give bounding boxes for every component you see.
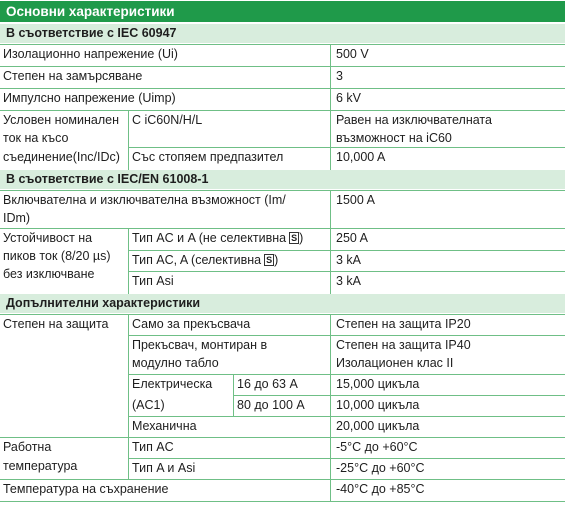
operating-temp-value-2: -25°C до +60°C	[336, 461, 425, 475]
operating-temp-sub-2: Тип A и Asi	[132, 461, 196, 475]
section-header-additional: Допълнителни характеристики	[0, 294, 565, 313]
divider	[0, 314, 565, 315]
storage-temp-label: Температура на съхранение	[3, 482, 169, 496]
divider	[0, 479, 565, 480]
surge-label-1: Устойчивост на	[3, 231, 93, 245]
protection-sub-1: Само за прекъсвача	[132, 317, 251, 331]
column-divider	[330, 314, 331, 501]
endurance-electrical-2: (AC1)	[132, 398, 165, 412]
short-circuit-sub-2: Със стопяем предпазител	[132, 150, 284, 164]
surge-label-2: пиков ток (8/20 µs)	[3, 249, 111, 263]
divider	[0, 66, 565, 67]
surge-value-2: 3 kA	[336, 253, 362, 267]
protection-sub-2a: Прекъсвач, монтиран в	[132, 338, 268, 352]
surge-sub-1	[132, 230, 303, 247]
protection-label: Степен на защита	[3, 317, 109, 331]
insulation-label: Изолационно напрежение (Ui)	[3, 47, 178, 61]
pollution-label: Степен на замърсяване	[3, 69, 143, 83]
impulse-value: 6 kV	[336, 91, 362, 105]
protection-sub-2b: модулно табло	[132, 356, 219, 370]
short-circuit-value-1a: Равен на изключвателната	[336, 113, 492, 127]
short-circuit-value-1b: възможност на iC60	[336, 131, 452, 145]
column-divider	[128, 110, 129, 170]
surge-sub-2	[132, 252, 278, 269]
column-divider	[128, 314, 129, 479]
section-header-iec60947: В съответствие с IEC 60947	[0, 24, 565, 43]
section-header-iec61008: В съответствие с IEC/EN 61008-1	[0, 170, 565, 189]
divider	[128, 147, 565, 148]
selective-symbol: S	[291, 233, 298, 243]
endurance-range-1: 16 до 63 A	[237, 377, 298, 391]
column-divider	[330, 190, 331, 294]
divider	[128, 374, 565, 375]
surge-value-1: 250 A	[336, 231, 368, 245]
making-breaking-label-2: IDm)	[3, 211, 31, 225]
divider	[0, 437, 565, 438]
table-title: Основни характеристики	[0, 1, 565, 22]
divider	[0, 228, 565, 229]
endurance-value-1: 15,000 цикъла	[336, 377, 420, 391]
short-circuit-label-2: ток на късо	[3, 131, 69, 145]
selective-symbol: S	[266, 255, 273, 265]
impulse-label: Импулсно напрежение (Uimp)	[3, 91, 176, 105]
divider	[128, 271, 565, 272]
divider	[0, 190, 565, 191]
making-breaking-label-1: Включвателна и изключвателна възможност (Im/	[3, 193, 286, 207]
storage-temp-value: -40°C до +85°C	[336, 482, 425, 496]
operating-temp-value-1: -5°C до +60°C	[336, 440, 418, 454]
surge-value-3: 3 kA	[336, 274, 362, 288]
endurance-mechanical: Механична	[132, 419, 197, 433]
divider	[0, 110, 565, 111]
surge-sub-1-text: Тип AC и A (не селективна	[132, 231, 287, 245]
protection-value-2b: Изолационен клас II	[336, 356, 454, 370]
divider	[0, 88, 565, 89]
short-circuit-label-1: Условен номинален	[3, 113, 120, 127]
operating-temp-sub-1: Тип AC	[132, 440, 174, 454]
column-divider	[128, 228, 129, 294]
endurance-value-2: 10,000 цикъла	[336, 398, 420, 412]
column-divider	[330, 44, 331, 170]
surge-sub-1-close: )	[299, 231, 304, 245]
short-circuit-label-3: съединение(Inc/IDc)	[3, 150, 120, 164]
operating-temp-label-1: Работна	[3, 440, 52, 454]
surge-sub-2-close: )	[274, 253, 279, 267]
endurance-electrical-1: Електрическа	[132, 377, 213, 391]
short-circuit-value-2: 10,000 A	[336, 150, 386, 164]
divider	[128, 458, 565, 459]
endurance-value-3: 20,000 цикъла	[336, 419, 420, 433]
divider	[233, 395, 565, 396]
surge-sub-2-text: Тип AC, A (селективна	[132, 253, 262, 267]
short-circuit-sub-1: С iC60N/H/L	[132, 113, 203, 127]
surge-sub-3: Тип Asi	[132, 274, 174, 288]
protection-value-2a: Степен на защита IP40	[336, 338, 471, 352]
operating-temp-label-2: температура	[3, 459, 78, 473]
endurance-range-2: 80 до 100 A	[237, 398, 305, 412]
insulation-value: 500 V	[336, 47, 369, 61]
column-divider	[233, 374, 234, 416]
divider	[128, 335, 565, 336]
pollution-value: 3	[336, 69, 343, 83]
divider	[0, 44, 565, 45]
divider	[0, 501, 565, 502]
divider	[128, 416, 565, 417]
divider	[128, 250, 565, 251]
making-breaking-value: 1500 A	[336, 193, 375, 207]
surge-label-3: без изключване	[3, 267, 95, 281]
protection-value-1: Степен на защита IP20	[336, 317, 471, 331]
